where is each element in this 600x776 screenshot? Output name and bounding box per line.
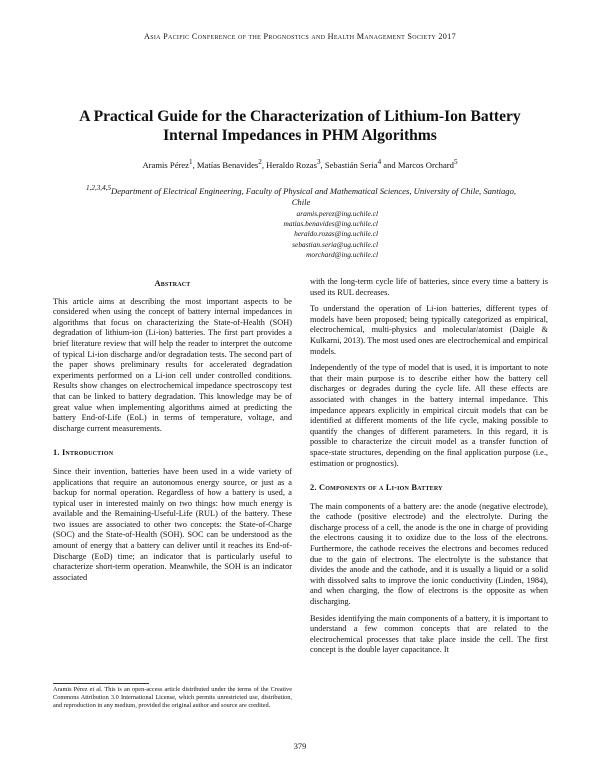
- paragraph: To understand the operation of Li-ion batteries, different types of models have been proposed; being typically categorized as empirical, electrochemical, multi-physics and molecular/atomist (Daigle & Kulkarni, 2013). The most used ones are electrochemical and empirical models.: [310, 304, 548, 356]
- affiliation: [55, 183, 547, 208]
- paragraph: with the long-term cycle life of batteries, since every time a battery is used its RUL decreases.: [310, 277, 548, 297]
- author-sup: 4: [377, 158, 382, 166]
- page-number: 379: [293, 742, 307, 751]
- author-sep: ,: [261, 159, 267, 170]
- author-name: Matías Benavides: [196, 159, 259, 170]
- author-sup: 5: [453, 158, 458, 166]
- author-sep: ,: [192, 159, 197, 170]
- email-link[interactable]: sebastian.seria@ug.uchile.cl: [292, 239, 378, 249]
- author-sep: ,: [320, 159, 325, 170]
- section-2-heading: 2. Components of a Li-ion Battery: [310, 483, 443, 493]
- footnote-rule: [53, 683, 149, 684]
- title-line-2: Internal Impedances in PHM Algorithms: [163, 127, 437, 144]
- author-list: [60, 158, 540, 170]
- author-sep: and: [381, 159, 398, 170]
- email-link[interactable]: aramis.perez@ing.uchile.cl: [296, 209, 378, 218]
- author-sup: 2: [258, 158, 262, 166]
- license-footnote: Aramis Pérez et al. This is an open-access article distributed under the terms of the Creative Commons Attribution 3.0 International License, which permits unrestricted use, distribution, and reproduction in any medium, provided the original author and source are credited.: [53, 686, 292, 709]
- abstract-heading: Abstract: [154, 279, 191, 288]
- right-column: [310, 277, 548, 656]
- introduction-heading: 1. Introduction: [53, 448, 114, 458]
- conference-header: Asia Pacific Conference of the Prognostics and Health Management Society 2017: [144, 32, 456, 41]
- introduction-text: Since their invention, batteries have been used in a wide variety of applications that require an autonomous energy source, or just as a backup for normal operation. Regardless of how a battery is used, a typical user in interested mainly on two things: how much energy is available and the Remaining-Useful-Life (RUL) of the battery. These two issues are associated to other two concepts: the State-of-Charge (SOC) and the State-of-Health (SOH). SOC can be understood as the amount of energy that a battery can deliver until it reaches its End-of-Discharge (EoD) time; an indicator that is particularly useful to characterize short-term operation. Meanwhile, the SOH is an indicator associated: [53, 466, 292, 582]
- author-name: Heraldo Rozas: [266, 159, 317, 170]
- author-sup: 3: [316, 158, 321, 166]
- left-column: [53, 279, 292, 583]
- email-link[interactable]: matias.benavides@ing.uchile.cl: [283, 219, 378, 229]
- author-name: Marcos Orchard: [397, 159, 454, 170]
- affiliation-sup: 1,2,3,4,5: [85, 184, 112, 192]
- author-sup: 1: [189, 158, 193, 166]
- email-link[interactable]: heraldo.rozas@ing.uchile.cl: [294, 229, 378, 239]
- affiliation-line-2: Chile: [291, 196, 311, 207]
- abstract-text: This article aims at describing the most important aspects to be considered when using the concept of battery internal impedances in algorithms that focus on characterizing the State-of-Health (SOH) degradation of lithium-ion (Li-ion) batteries. The first part provides a brief literature review that will help the reader to interpret the outcome of typical Li-ion discharge and/or degradation tests. The second part of the paper shows preliminary results for accelerated degradation experiments performed on a Li-ion cell under controlled conditions. Results show changes on electrochemical impedance spectroscopy test that can be linked to battery degradation. This knowledge may be of great value when implementing algorithms aimed at predicting the battery End-of-Life (EoL) in terms of temperature, voltage, and discharge current measurements.: [53, 296, 292, 433]
- paragraph: The main components of a battery are: the anode (negative electrode), the cathode (positive electrode) and the electrolyte. During the discharge process of a cell, the anode is the one in charge of providing the electrons causing it to oxidize due to the loss of the electrons. Furthermore, the cathode receives the electrons and becomes reduced due to the gain of electrons. The electrolyte is the substance that divides the anode and the cathode, and it is usually a liquid or a solid with dissolved salts to improve the ionic conductivity (Linden, 1984), and when charging, the flow of electrons is the opposite as when discharging.: [310, 501, 548, 607]
- affiliation-line-1: Department of Electrical Engineering, Faculty of Physical and Mathematical Sciences, University of Chile, Santiago,: [111, 185, 517, 196]
- email-link[interactable]: morchard@ing.uchile.cl: [306, 249, 378, 259]
- author-name: Aramis Pérez: [142, 159, 190, 170]
- title-line-1: A Practical Guide for the Characterization of Lithium-Ion Battery: [79, 108, 521, 125]
- paper-title: [60, 107, 540, 145]
- author-name: Sebastián Seria: [324, 159, 378, 170]
- paragraph: Independently of the type of model that is used, it is important to note that their main purpose is to describe either how the battery cell discharges or degrades during the cycle life. All these effects are associated with changes in the battery internal impedance. This impedance appears explicitly in empirical circuit models that can be identified at different moments of the life cycle, making possible to quantify the changes of different parameters. In this regard, it is possible to characterize the circuit model as a transfer function of space-state structures, depending on the final application purpose (i.e., estimation or prognostics).: [310, 363, 548, 468]
- paragraph: Besides identifying the main components of a battery, it is important to understand a few common concepts that are related to the electrochemical processes that take place inside the cell. The first concept is the double layer capacitance. It: [310, 613, 548, 655]
- email-list: [200, 209, 378, 260]
